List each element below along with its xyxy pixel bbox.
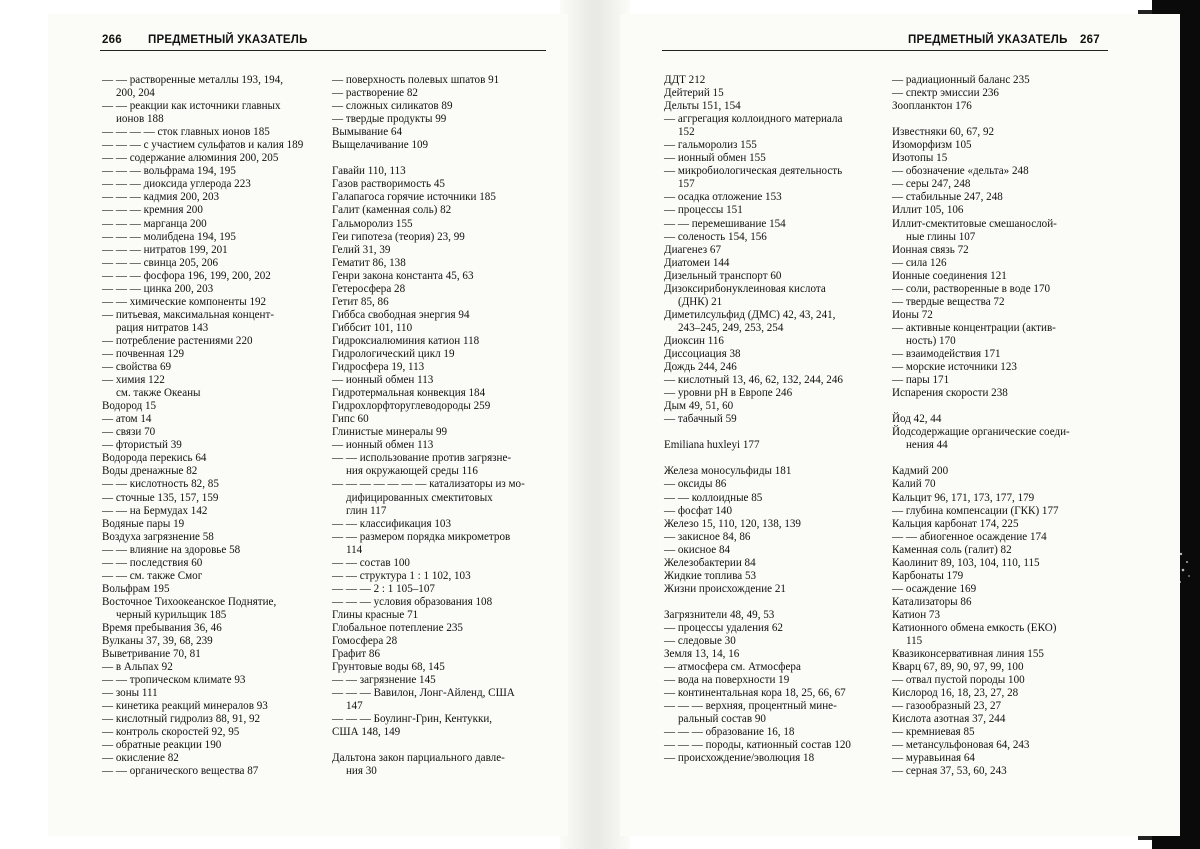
index-entry: ния окружающей среды 116 xyxy=(346,465,478,478)
index-entry: — табачный 59 xyxy=(664,413,737,426)
index-entry: Гидрохлорфторуглеводороды 259 xyxy=(332,400,491,413)
index-entry: — — — фосфора 196, 199, 200, 202 xyxy=(102,269,271,282)
index-entry: 147 xyxy=(346,700,363,713)
index-entry: — — — условия образования 108 xyxy=(332,595,493,608)
index-entry: — — — Вавилон, Лонг-Айленд, США xyxy=(332,687,515,700)
index-entry: Йодсодержащие органические соеди- xyxy=(892,426,1070,439)
index-entry: Калий 70 xyxy=(892,478,936,491)
index-entry: Графит 86 xyxy=(332,648,381,661)
index-entry: — следовые 30 xyxy=(664,635,736,648)
index-entry: Время пребывания 36, 46 xyxy=(102,621,222,634)
index-entry: Земля 13, 14, 16 xyxy=(664,648,740,661)
index-entry: Гальморолиз 155 xyxy=(332,217,413,230)
header-rule-left xyxy=(100,50,546,51)
index-entry: — кислотный гидролиз 88, 91, 92 xyxy=(102,713,261,726)
index-entry: Йод 42, 44 xyxy=(892,413,942,426)
index-entry: Гематит 86, 138 xyxy=(332,256,406,269)
index-entry: — — — цинка 200, 203 xyxy=(102,282,214,295)
index-entry: — связи 70 xyxy=(102,426,156,439)
header-rule-right xyxy=(662,50,1108,51)
index-entry xyxy=(892,400,1112,413)
index-entry: Дальтона закон парциального давле- xyxy=(332,752,505,765)
index-entry: Воздуха загрязнение 58 xyxy=(102,530,214,543)
index-entry: — соли, растворенные в воде 170 xyxy=(892,282,1051,295)
index-entry: Гавайи 110, 113 xyxy=(332,165,406,178)
index-entry: 157 xyxy=(678,178,695,191)
index-entry: — сложных силикатов 89 xyxy=(332,100,453,113)
index-entry: Гиббсит 101, 110 xyxy=(332,321,413,334)
index-entry xyxy=(332,152,550,165)
index-entry: — континентальная кора 18, 25, 66, 67 xyxy=(664,687,846,700)
index-entry: Вольфрам 195 xyxy=(102,582,170,595)
index-column-right-1 xyxy=(664,74,882,765)
index-entry: — — — с участием сульфатов и калия 189 xyxy=(102,139,304,152)
index-entry: — — перемешивание 154 xyxy=(664,217,786,230)
index-entry: — — содержание алюминия 200, 205 xyxy=(102,152,279,165)
index-entry: — обратные реакции 190 xyxy=(102,739,222,752)
index-entry: — оксиды 86 xyxy=(664,478,727,491)
index-entry: ДДТ 212 xyxy=(664,74,706,86)
index-entry: Дым 49, 51, 60 xyxy=(664,400,734,413)
index-entry: — растворение 82 xyxy=(332,87,418,100)
index-entry: — — классификация 103 xyxy=(332,517,452,530)
index-entry: см. также Океаны xyxy=(116,387,201,400)
index-entry: — ионный обмен 155 xyxy=(664,152,766,165)
index-entry: — кислотный 13, 46, 62, 132, 244, 246 xyxy=(664,374,843,387)
index-entry: Карбонаты 179 xyxy=(892,569,964,582)
index-entry: 115 xyxy=(906,635,923,648)
index-entry: — — растворенные металлы 193, 194, xyxy=(102,74,284,86)
index-entry: — серы 247, 248 xyxy=(892,178,971,191)
index-entry: — муравьиная 64 xyxy=(892,752,975,765)
index-entry: — процессы 151 xyxy=(664,204,743,217)
index-entry: Изотопы 15 xyxy=(892,152,948,165)
index-entry: Дельты 151, 154 xyxy=(664,100,741,113)
index-entry: — питьевая, максимальная концент- xyxy=(102,308,275,321)
index-entry: Квазиконсервативная линия 155 xyxy=(892,648,1044,661)
index-entry: — осадка отложение 153 xyxy=(664,191,782,204)
index-entry: Диссоциация 38 xyxy=(664,347,741,360)
index-entry: Галит (каменная соль) 82 xyxy=(332,204,452,217)
index-entry: — микробиологическая деятельность xyxy=(664,165,843,178)
index-entry: нения 44 xyxy=(906,439,948,452)
index-entry: — — см. также Смог xyxy=(102,569,203,582)
index-entry: — — кислотность 82, 85 xyxy=(102,478,219,491)
index-entry: Выветривание 70, 81 xyxy=(102,648,201,661)
index-entry: — спектр эмиссии 236 xyxy=(892,87,999,100)
index-entry: — поверхность полевых шпатов 91 xyxy=(332,74,500,86)
index-entry: Дождь 244, 246 xyxy=(664,361,737,374)
index-entry: Гетеросфера 28 xyxy=(332,282,406,295)
index-entry: Иллит 105, 106 xyxy=(892,204,964,217)
index-entry: 200, 204 xyxy=(116,87,155,100)
index-entry xyxy=(664,452,882,465)
index-entry: — зоны 111 xyxy=(102,687,158,700)
index-entry: — — структура 1 : 1 102, 103 xyxy=(332,569,471,582)
index-entry: — процессы удаления 62 xyxy=(664,621,783,634)
index-entry: — газообразный 23, 27 xyxy=(892,700,1002,713)
index-entry: — происхождение/эволюция 18 xyxy=(664,752,815,765)
index-entry: Иллит-смектитовые смешанослой- xyxy=(892,217,1057,230)
index-entry: — — химические компоненты 192 xyxy=(102,295,267,308)
index-entry: — — тропическом климате 93 xyxy=(102,674,246,687)
index-entry: — — на Бермудах 142 xyxy=(102,504,208,517)
index-entry: Геи гипотеза (теория) 23, 99 xyxy=(332,230,465,243)
index-entry: — — — кремния 200 xyxy=(102,204,203,217)
index-entry: — ионный обмен 113 xyxy=(332,439,434,452)
index-entry: — атом 14 xyxy=(102,413,152,426)
index-entry: Грунтовые воды 68, 145 xyxy=(332,661,445,674)
index-entry: Выщелачивание 109 xyxy=(332,139,429,152)
index-entry: рация нитратов 143 xyxy=(116,321,209,334)
index-entry xyxy=(332,739,550,752)
index-entry: — — реакции как источники главных xyxy=(102,100,281,113)
index-entry: Газов растворимость 45 xyxy=(332,178,445,191)
index-entry: — — последствия 60 xyxy=(102,556,203,569)
index-entry: Гелий 31, 39 xyxy=(332,243,391,256)
page-number-right: 267 xyxy=(1080,34,1100,46)
index-entry: — — — свинца 205, 206 xyxy=(102,256,219,269)
index-entry: ные глины 107 xyxy=(906,230,976,243)
index-entry: черный курильщик 185 xyxy=(116,608,227,621)
index-entry: 243–245, 249, 253, 254 xyxy=(678,321,784,334)
index-column-right-2 xyxy=(892,74,1112,779)
index-entry: Известняки 60, 67, 92 xyxy=(892,126,995,139)
index-entry: Катализаторы 86 xyxy=(892,595,972,608)
index-entry: — твердые продукты 99 xyxy=(332,113,447,126)
index-entry: Гидротермальная конвекция 184 xyxy=(332,387,486,400)
index-entry: — в Альпах 92 xyxy=(102,661,173,674)
index-entry: — закисное 84, 86 xyxy=(664,530,751,543)
index-entry: (ДНК) 21 xyxy=(678,295,723,308)
index-entry: Изоморфизм 105 xyxy=(892,139,972,152)
index-entry: Водорода перекись 64 xyxy=(102,452,207,465)
index-entry: Галапагоса горячие источники 185 xyxy=(332,191,496,204)
index-entry: Гидроксиалюминия катион 118 xyxy=(332,334,480,347)
index-entry: Гидросфера 19, 113 xyxy=(332,361,425,374)
index-entry: — ионный обмен 113 xyxy=(332,374,434,387)
index-entry: Ионы 72 xyxy=(892,308,933,321)
index-entry: — взаимодействия 171 xyxy=(892,347,1001,360)
index-entry: — кинетика реакций минералов 93 xyxy=(102,700,268,713)
index-entry: ральный состав 90 xyxy=(678,713,766,726)
index-entry: ния 30 xyxy=(346,765,377,778)
index-entry xyxy=(664,426,882,439)
index-entry: Диагенез 67 xyxy=(664,243,722,256)
index-entry: глин 117 xyxy=(346,504,387,517)
index-entry: Кислород 16, 18, 23, 27, 28 xyxy=(892,687,1019,700)
index-entry: Водород 15 xyxy=(102,400,157,413)
index-entry: — кремниевая 85 xyxy=(892,726,975,739)
index-entry xyxy=(892,113,1112,126)
running-title-left: ПРЕДМЕТНЫЙ УКАЗАТЕЛЬ xyxy=(148,34,308,46)
index-column-left-1 xyxy=(102,74,320,779)
index-entry: Водяные пары 19 xyxy=(102,517,185,530)
index-entry: — — — вольфрама 194, 195 xyxy=(102,165,236,178)
index-entry: — — коллоидные 85 xyxy=(664,491,763,504)
index-entry: — пары 171 xyxy=(892,374,950,387)
index-entry: Дизоксирибонуклеиновая кислота xyxy=(664,282,826,295)
index-entry: Вулканы 37, 39, 68, 239 xyxy=(102,635,213,648)
index-entry: — вода на поверхности 19 xyxy=(664,674,790,687)
index-entry: — — — кадмия 200, 203 xyxy=(102,191,220,204)
index-entry: Жизни происхождение 21 xyxy=(664,582,786,595)
index-entry: Кварц 67, 89, 90, 97, 99, 100 xyxy=(892,661,1024,674)
index-entry: Глобальное потепление 235 xyxy=(332,621,463,634)
index-entry: Железа моносульфиды 181 xyxy=(664,465,792,478)
index-entry: ионов 188 xyxy=(116,113,164,126)
index-column-left-2 xyxy=(332,74,550,779)
index-entry: — — — нитратов 199, 201 xyxy=(102,243,228,256)
index-entry: Катион 73 xyxy=(892,608,941,621)
index-entry: Восточное Тихоокеанское Поднятие, xyxy=(102,595,277,608)
index-entry: — — — диоксида углерода 223 xyxy=(102,178,251,191)
index-entry: ность) 170 xyxy=(906,334,956,347)
index-entry: Каолинит 89, 103, 104, 110, 115 xyxy=(892,556,1040,569)
page-number-left: 266 xyxy=(102,34,122,46)
index-entry: Ионная связь 72 xyxy=(892,243,969,256)
index-entry: — соленость 154, 156 xyxy=(664,230,767,243)
index-entry: — метансульфоновая 64, 243 xyxy=(892,739,1030,752)
index-entry: Ионные соединения 121 xyxy=(892,269,1007,282)
index-entry: — — — породы, катионный состав 120 xyxy=(664,739,851,752)
index-entry: Кальция карбонат 174, 225 xyxy=(892,517,1019,530)
index-entry: Гиббса свободная энергия 94 xyxy=(332,308,470,321)
index-entry: — гальморолиз 155 xyxy=(664,139,757,152)
index-entry: — глубина компенсации (ГКК) 177 xyxy=(892,504,1059,517)
index-entry: Глины красные 71 xyxy=(332,608,419,621)
index-entry: — потребление растениями 220 xyxy=(102,334,253,347)
index-entry: — атмосфера см. Атмосфера xyxy=(664,661,801,674)
index-entry: — окисное 84 xyxy=(664,543,731,556)
index-entry: Диатомеи 144 xyxy=(664,256,730,269)
index-entry: — — использование против загрязне- xyxy=(332,452,512,465)
index-entry: — активные концентрации (актив- xyxy=(892,321,1056,334)
index-entry: Диметилсульфид (ДМС) 42, 43, 241, xyxy=(664,308,836,321)
index-entry: — окисление 82 xyxy=(102,752,179,765)
index-entry: Гидрологический цикл 19 xyxy=(332,347,455,360)
index-entry: 114 xyxy=(346,543,363,556)
index-entry: — — — — — — — катализаторы из мо- xyxy=(332,478,525,491)
index-entry: — — размером порядка микрометров xyxy=(332,530,511,543)
index-entry: — почвенная 129 xyxy=(102,347,185,360)
index-entry: — — — — сток главных ионов 185 xyxy=(102,126,270,139)
index-entry: Зоопланктон 176 xyxy=(892,100,972,113)
index-entry: — контроль скоростей 92, 95 xyxy=(102,726,240,739)
index-entry: Кадмий 200 xyxy=(892,465,949,478)
index-entry: Каменная соль (галит) 82 xyxy=(892,543,1012,556)
index-entry: — морские источники 123 xyxy=(892,361,1017,374)
index-entry: дифицированных смектитовых xyxy=(346,491,493,504)
index-entry: Катионного обмена емкость (ЕКО) xyxy=(892,621,1057,634)
index-entry: — серная 37, 53, 60, 243 xyxy=(892,765,1007,778)
index-entry: США 148, 149 xyxy=(332,726,401,739)
index-entry xyxy=(664,596,882,609)
index-entry: — радиационный баланс 235 xyxy=(892,74,1030,86)
index-entry: Emiliana huxleyi 177 xyxy=(664,439,760,452)
index-entry: Кальцит 96, 171, 173, 177, 179 xyxy=(892,491,1035,504)
index-entry: Жидкие топлива 53 xyxy=(664,569,757,582)
index-entry: Диоксин 116 xyxy=(664,334,724,347)
index-entry: — фтористый 39 xyxy=(102,439,182,452)
index-entry: — химия 122 xyxy=(102,374,165,387)
index-entry: Воды дренажные 82 xyxy=(102,465,198,478)
index-entry: Испарения скорости 238 xyxy=(892,387,1008,400)
index-entry: Вымывание 64 xyxy=(332,126,403,139)
index-entry xyxy=(892,452,1112,465)
index-entry: — обозначение «дельта» 248 xyxy=(892,165,1029,178)
index-entry: — — загрязнение 145 xyxy=(332,674,436,687)
index-entry: — твердые вещества 72 xyxy=(892,295,1005,308)
index-entry: — свойства 69 xyxy=(102,361,172,374)
index-entry: — — — молибдена 194, 195 xyxy=(102,230,236,243)
index-entry: — — органического вещества 87 xyxy=(102,765,259,778)
index-entry: — — абиогенное осаждение 174 xyxy=(892,530,1047,543)
index-entry: — осаждение 169 xyxy=(892,582,977,595)
index-entry: Гомосфера 28 xyxy=(332,635,398,648)
running-title-right: ПРЕДМЕТНЫЙ УКАЗАТЕЛЬ xyxy=(908,34,1068,46)
index-entry: Гетит 85, 86 xyxy=(332,295,389,308)
index-entry: Генри закона константа 45, 63 xyxy=(332,269,474,282)
index-entry: 152 xyxy=(678,126,695,139)
index-entry: — — — 2 : 1 105–107 xyxy=(332,582,435,595)
index-entry: — — — марганца 200 xyxy=(102,217,207,230)
index-entry: Дизельный транспорт 60 xyxy=(664,269,782,282)
index-entry: — — влияние на здоровье 58 xyxy=(102,543,241,556)
index-entry: — стабильные 247, 248 xyxy=(892,191,1003,204)
index-entry: — отвал пустой породы 100 xyxy=(892,674,1025,687)
index-entry: — — — верхняя, процентный мине- xyxy=(664,700,837,713)
index-entry: — аггрегация коллоидного материала xyxy=(664,113,843,126)
index-entry: — — — Боулинг-Грин, Кентукки, xyxy=(332,713,493,726)
index-entry: Гипс 60 xyxy=(332,413,369,426)
index-entry: Дейтерий 15 xyxy=(664,87,724,100)
index-entry: Железобактерии 84 xyxy=(664,556,756,569)
index-entry: — — состав 100 xyxy=(332,556,410,569)
index-entry: Кислота азотная 37, 244 xyxy=(892,713,1006,726)
index-entry: Железо 15, 110, 120, 138, 139 xyxy=(664,517,801,530)
index-entry: Глинистые минералы 99 xyxy=(332,426,448,439)
index-entry: — сточные 135, 157, 159 xyxy=(102,491,219,504)
index-entry: — фосфат 140 xyxy=(664,504,733,517)
index-entry: Загрязнители 48, 49, 53 xyxy=(664,608,775,621)
index-entry: — — — образование 16, 18 xyxy=(664,726,795,739)
index-entry: — уровни pH в Европе 246 xyxy=(664,387,793,400)
index-entry: — сила 126 xyxy=(892,256,947,269)
